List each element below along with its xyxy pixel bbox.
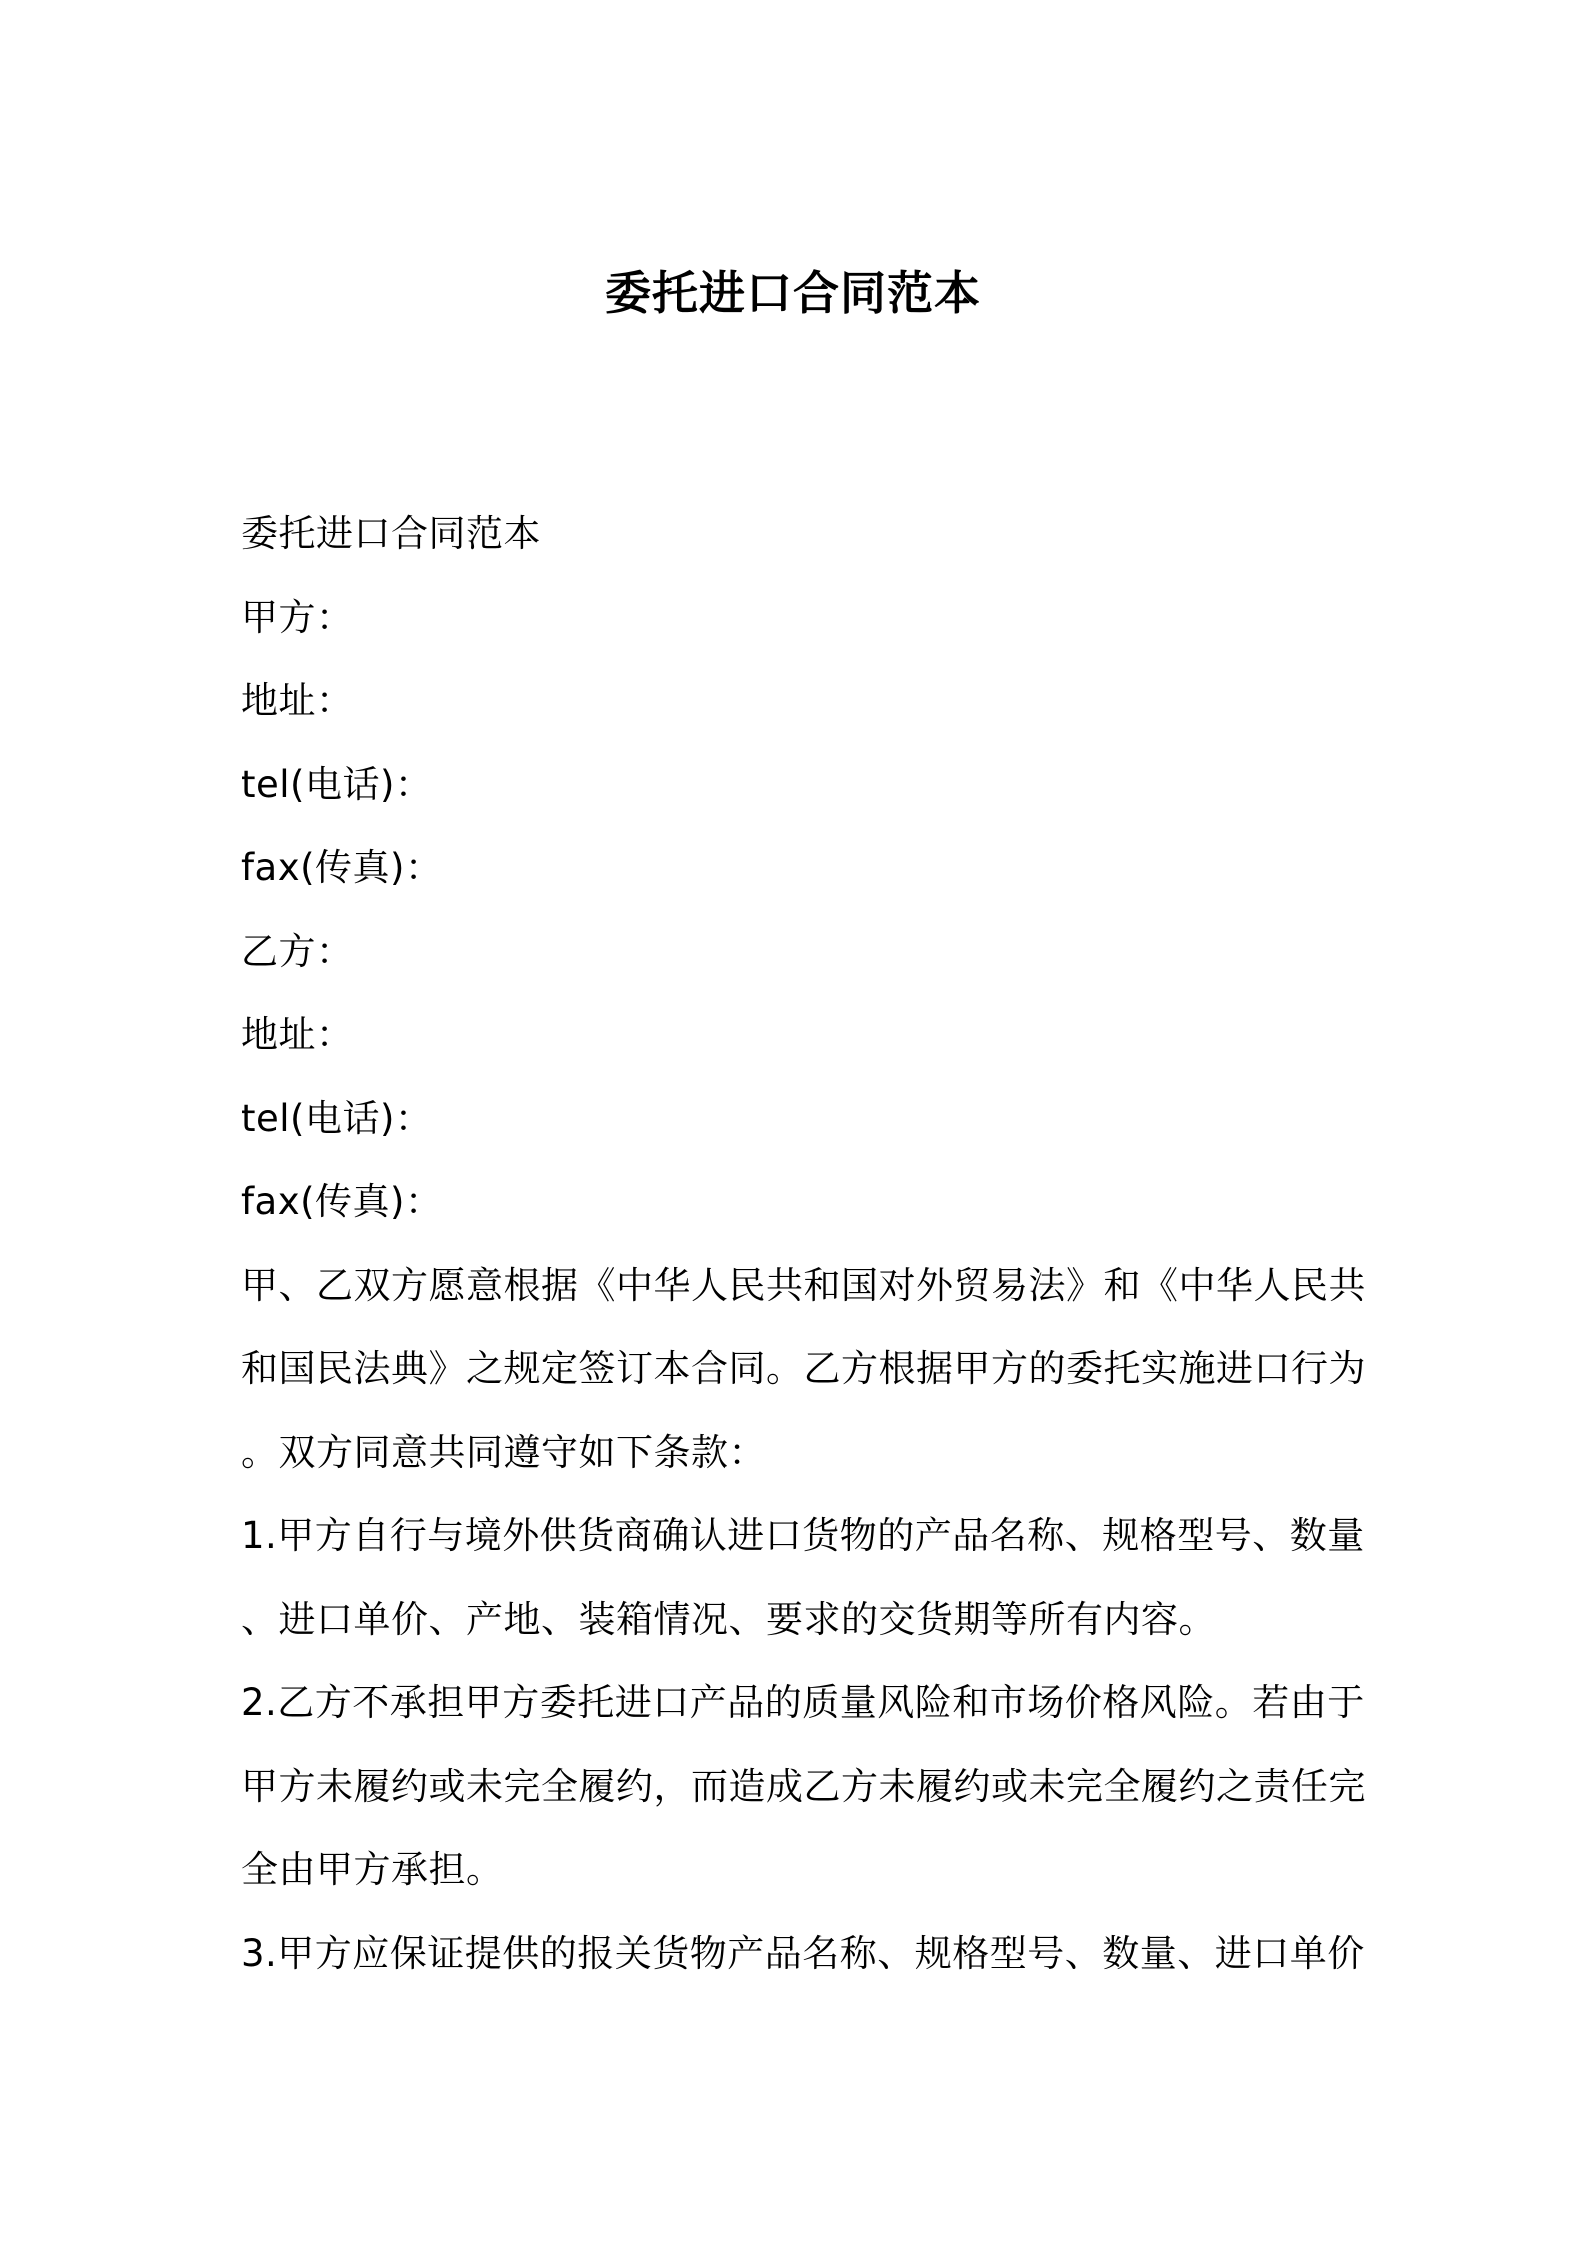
- clause-1-line-1: 1.甲方自行与境外供货商确认进口货物的产品名称、规格型号、数量: [241, 1514, 1365, 1557]
- body-line-subtitle: 委托进口合同范本: [241, 512, 541, 555]
- clause-2-line-2: 甲方未履约或未完全履约，而造成乙方未履约或未完全履约之责任完: [241, 1764, 1366, 1808]
- party-b-address: 地址：: [241, 1013, 354, 1056]
- preamble-line-3: 。双方同意共同遵守如下条款：: [241, 1430, 766, 1474]
- party-b-tel: tel(电话)：: [241, 1096, 433, 1140]
- document-body: [241, 492, 1366, 1995]
- party-a-label: 甲方：: [241, 595, 354, 639]
- preamble-line-1: 甲、乙双方愿意根据《中华人民共和国对外贸易法》和《中华人民共: [241, 1263, 1366, 1307]
- party-a-fax: fax(传真)：: [241, 846, 443, 889]
- party-b-fax: fax(传真)：: [241, 1180, 443, 1223]
- document-title: 委托进口合同范本: [605, 266, 981, 320]
- clause-2-line-1: 2.乙方不承担甲方委托进口产品的质量风险和市场价格风险。若由于: [241, 1681, 1365, 1724]
- party-a-tel: tel(电话)：: [241, 762, 433, 806]
- preamble-line-2: 和国民法典》之规定签订本合同。乙方根据甲方的委托实施进口行为: [241, 1347, 1366, 1390]
- party-a-address: 地址：: [241, 679, 354, 722]
- clause-1-line-2: 、进口单价、产地、装箱情况、要求的交货期等所有内容。: [241, 1597, 1216, 1641]
- clause-3-line-1: 3.甲方应保证提供的报关货物产品名称、规格型号、数量、进口单价: [241, 1931, 1365, 1975]
- clause-2-line-3: 全由甲方承担。: [241, 1848, 504, 1891]
- party-b-label: 乙方：: [241, 929, 354, 973]
